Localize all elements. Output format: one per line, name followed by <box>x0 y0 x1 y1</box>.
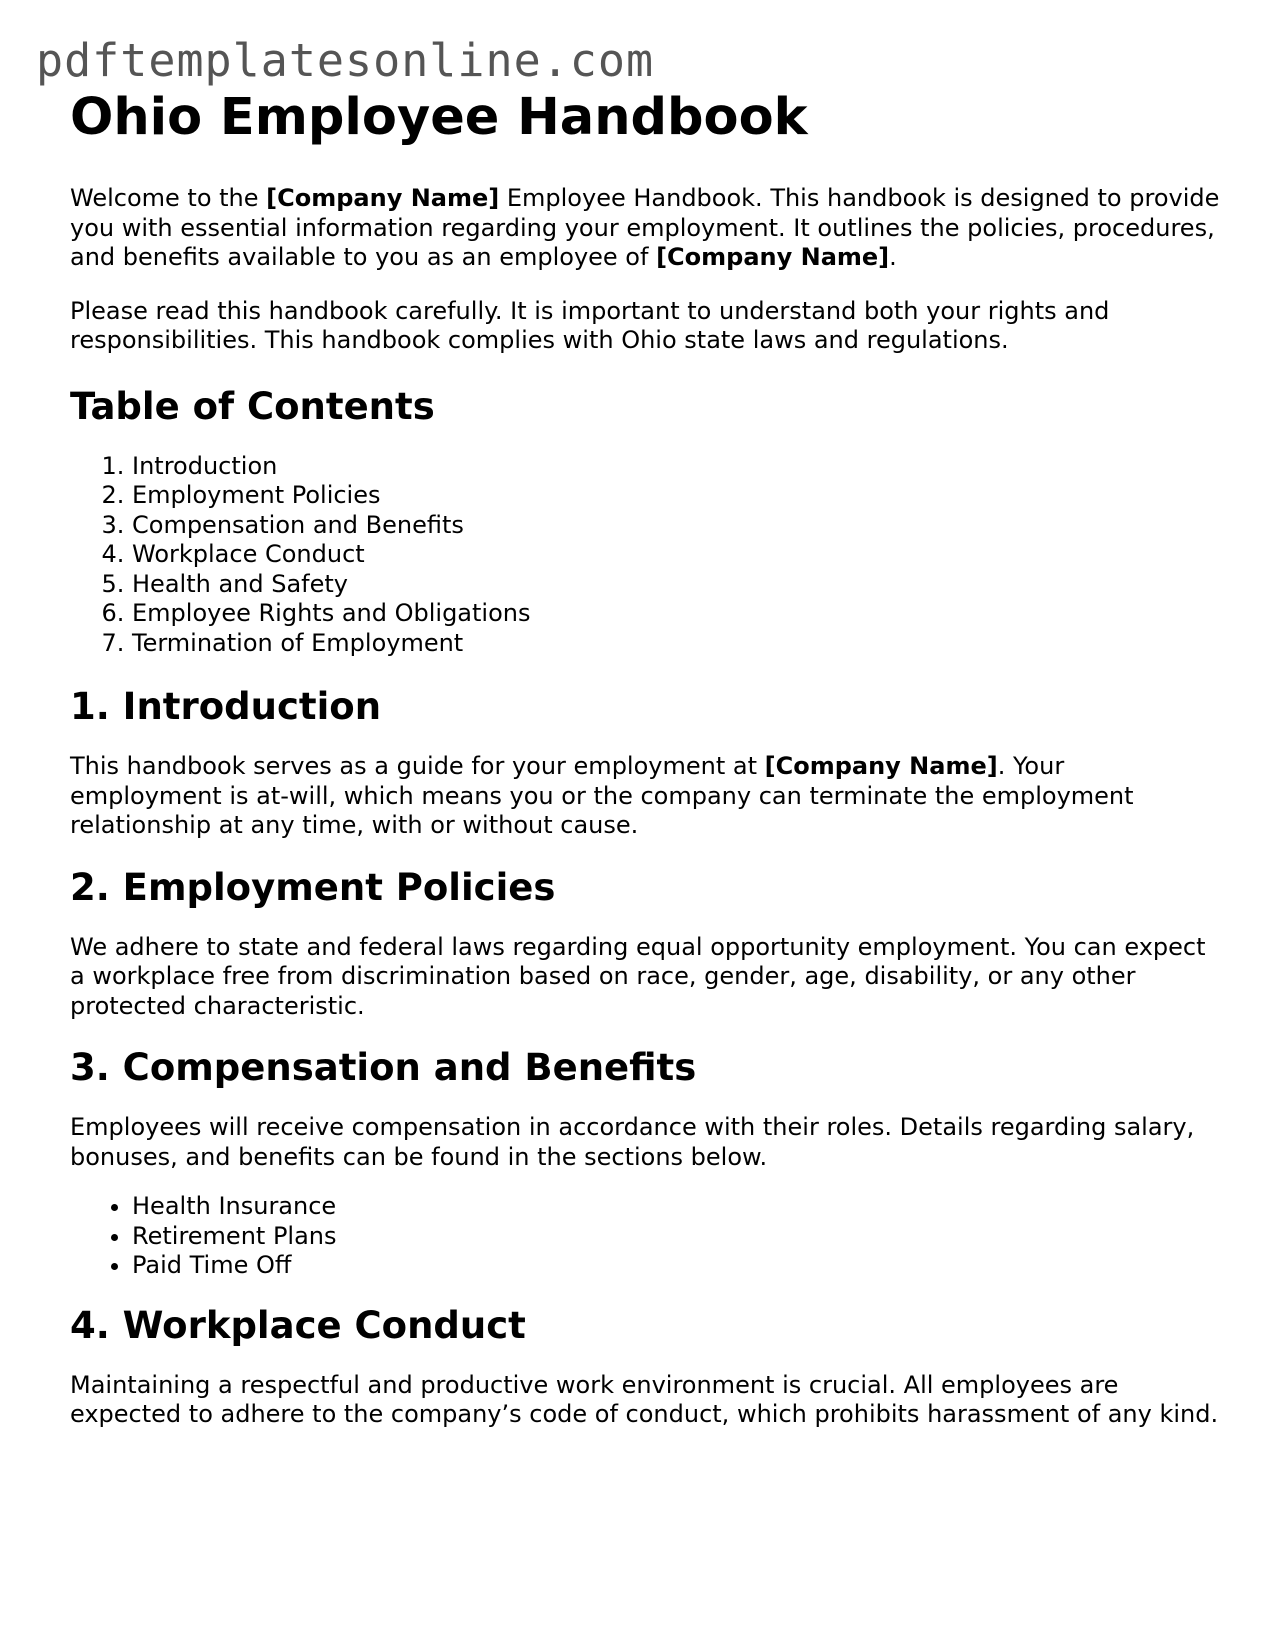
section-text-compensation: Employees will receive compensation in accordance with their roles. Details regarding salary, bonuses, and benefits can be found in the sections below. <box>70 1113 1195 1171</box>
toc-item: 7. Termination of Employment <box>132 629 1220 659</box>
section-text-employment-policies: We adhere to state and federal laws regarding equal opportunity employment. You can expect a workplace free from discrimination based on race, gender, age, disability, or any other protected characteristic. <box>70 932 1206 1020</box>
benefit-item: • Health Insurance <box>132 1192 1220 1222</box>
document-page <box>70 90 1220 1430</box>
toc-item: 6. Employee Rights and Obligations <box>132 599 1220 629</box>
watermark-text: pdftemplatesonline.com <box>36 34 655 87</box>
toc-item: 1. Introduction <box>132 452 1220 482</box>
intro-paragraph-1: Welcome to the [Company Name] Employee Handbook. This handbook is designed to provide you with essential information regarding your employment. It outlines the policies, procedures, and benefits available to you as an employee of [Company Name]. <box>70 184 1220 271</box>
toc-heading: Table of Contents <box>70 384 435 428</box>
benefit-item: • Retirement Plans <box>132 1222 1220 1252</box>
company-name-placeholder: [Company Name] <box>656 243 890 271</box>
benefits-list <box>70 1192 1220 1281</box>
section-text-workplace-conduct: Maintaining a respectful and productive work environment is crucial. All employees are expected to adhere to the company’s code of conduct, which prohibits harassment of any kind. <box>70 1370 1219 1428</box>
company-name-placeholder: [Company Name] <box>266 184 500 212</box>
toc-list <box>70 452 1220 659</box>
section-heading-employment-policies: 2. Employment Policies <box>70 865 556 909</box>
section-text-introduction: This handbook serves as a guide for your employment at [Company Name]. Your employment is at-will, which means you or the company can terminate the employment relationship at any time, with or without cause. <box>70 752 1134 839</box>
toc-item: 4. Workplace Conduct <box>132 540 1220 570</box>
intro-paragraph-2: Please read this handbook carefully. It is important to understand both your rights and responsibilities. This handbook complies with Ohio state laws and regulations. <box>70 296 1110 354</box>
document-title: Ohio Employee Handbook <box>70 88 808 147</box>
toc-item: 3. Compensation and Benefits <box>132 511 1220 541</box>
toc-item: 5. Health and Safety <box>132 570 1220 600</box>
section-heading-workplace-conduct: 4. Workplace Conduct <box>70 1303 526 1347</box>
section-heading-introduction: 1. Introduction <box>70 685 382 728</box>
company-name-placeholder: [Company Name] <box>764 752 998 780</box>
benefit-item: • Paid Time Off <box>132 1251 1220 1281</box>
section-heading-compensation: 3. Compensation and Benefits <box>70 1046 697 1089</box>
toc-item: 2. Employment Policies <box>132 481 1220 511</box>
